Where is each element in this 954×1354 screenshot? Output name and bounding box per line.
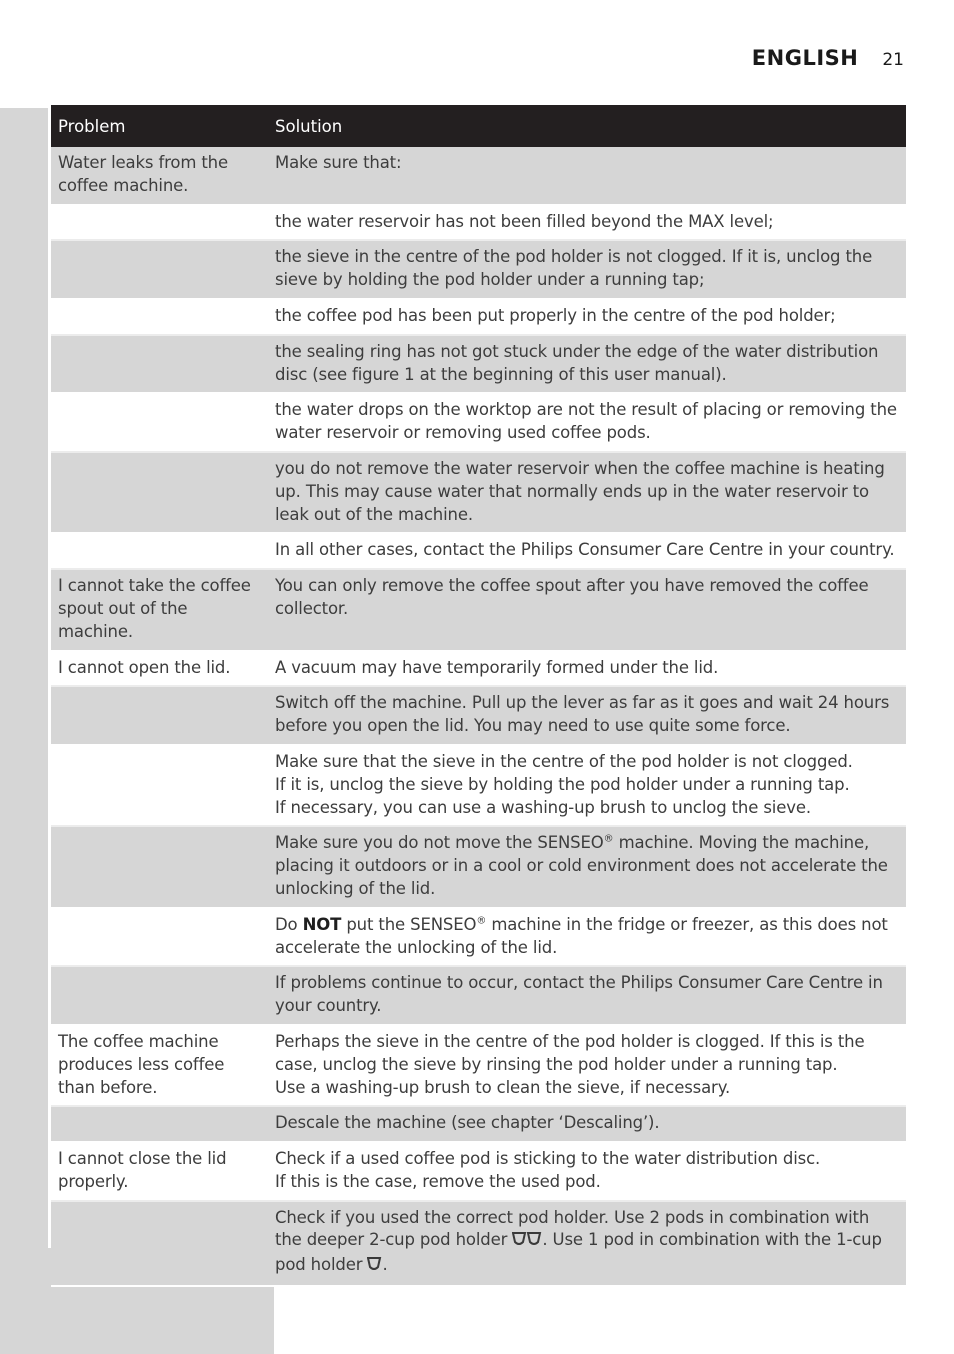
solution-text: Use a washing-up brush to clean the sieve, if necessary. — [275, 1077, 731, 1097]
solution-text: You can only remove the coffee spout after you have removed the coffee collector. — [275, 576, 869, 618]
solution-text: . — [382, 1255, 388, 1275]
solution-text: the sealing ring has not got stuck under the edge of the water distribution disc (see figure 1 at the beginning of this user manual). — [275, 341, 879, 384]
solution-cell — [268, 569, 906, 650]
solution-text: Descale the machine (see chapter ‘Descaling’). — [275, 1113, 660, 1133]
table-row — [51, 533, 906, 569]
table-row — [51, 1025, 906, 1106]
solution-cell — [268, 240, 906, 299]
solution-text: Perhaps the sieve in the centre of the pod holder is clogged. If this is the case, unclog the sieve by rinsing the pod holder under a running tap. — [275, 1031, 865, 1074]
table-row — [51, 1106, 906, 1142]
solution-text: A vacuum may have temporarily formed under the lid. — [275, 657, 719, 677]
solution-cell — [268, 686, 906, 745]
solution-text: Make sure you do not move the SENSEO — [275, 833, 604, 853]
solution-cell — [268, 452, 906, 533]
table-row — [51, 299, 906, 335]
solution-cell — [268, 1025, 906, 1106]
problem-cell — [51, 299, 268, 335]
column-header-solution: Solution — [268, 105, 906, 147]
table-row — [51, 1201, 906, 1286]
problem-cell: I cannot take the coffee spout out of the machine. — [51, 569, 268, 650]
solution-text: the sieve in the centre of the pod holder is not clogged. If it is, unclog the sieve by holding the pod holder under a running tap; — [275, 247, 873, 290]
solution-text: If it is, unclog the sieve by holding the pod holder under a running tap. — [275, 774, 850, 794]
problem-cell — [51, 686, 268, 745]
solution-text: the water drops on the worktop are not the result of placing or removing the water reservoir or removing used coffee pods. — [275, 400, 897, 443]
solution-text: If necessary, you can use a washing-up brush to unclog the sieve. — [275, 797, 811, 817]
problem-cell — [51, 335, 268, 394]
solution-cell — [268, 533, 906, 569]
table-row — [51, 1142, 906, 1201]
table-row — [51, 966, 906, 1025]
problem-cell — [51, 205, 268, 241]
solution-text: machine. Moving the machine, placing it outdoors or in a cool or cold environment does not accelerate the unlocking of the lid. — [275, 833, 888, 898]
solution-cell — [268, 651, 906, 687]
troubleshooting-table — [51, 105, 906, 1287]
solution-text: Switch off the machine. Pull up the lever as far as it goes and wait 24 hours before you open the lid. You may need to use quite some force. — [275, 693, 890, 736]
solution-cell — [268, 1142, 906, 1201]
table-row — [51, 147, 906, 205]
solution-text: If this is the case, remove the used pod. — [275, 1171, 601, 1191]
problem-cell — [51, 393, 268, 452]
side-margin-strip — [0, 108, 48, 1354]
solution-text: you do not remove the water reservoir when the coffee machine is heating up. This may cause water that normally ends up in the water reservoir to leak out of the machine. — [275, 458, 885, 524]
table-row — [51, 686, 906, 745]
solution-cell — [268, 1201, 906, 1286]
problem-cell — [51, 533, 268, 569]
solution-text: the water reservoir has not been filled beyond the MAX level; — [275, 211, 774, 231]
problem-cell — [51, 452, 268, 533]
problem-cell: The coffee machine produces less coffee than before. — [51, 1025, 268, 1106]
table-row — [51, 745, 906, 826]
page-number: 21 — [882, 50, 904, 70]
table-row — [51, 452, 906, 533]
table-row — [51, 826, 906, 907]
table-row — [51, 393, 906, 452]
solution-cell — [268, 205, 906, 241]
table-row — [51, 335, 906, 394]
column-header-problem: Problem — [51, 105, 268, 147]
solution-text: Check if you used the correct pod holder. Use 2 pods in combination with the deeper 2-cup pod holder — [275, 1207, 870, 1250]
solution-text: machine in the fridge or freezer, as this does not accelerate the unlocking of the lid. — [275, 914, 888, 957]
two-cup-pod-holder-icon — [512, 1231, 542, 1254]
solution-cell — [268, 745, 906, 826]
registered-mark: ® — [476, 915, 487, 927]
registered-mark: ® — [603, 833, 614, 845]
solution-text: In all other cases, contact the Philips Consumer Care Centre in your country. — [275, 540, 895, 560]
problem-cell — [51, 1106, 268, 1142]
one-cup-pod-holder-icon — [367, 1256, 382, 1279]
problem-cell: I cannot close the lid properly. — [51, 1142, 268, 1201]
solution-text: Check if a used coffee pod is sticking to the water distribution disc. — [275, 1149, 821, 1169]
problem-cell — [51, 1201, 268, 1286]
problem-cell — [51, 908, 268, 967]
language-label: ENGLISH — [751, 46, 859, 70]
table-row — [51, 569, 906, 650]
solution-cell — [268, 966, 906, 1025]
solution-text: If problems continue to occur, contact the Philips Consumer Care Centre in your country. — [275, 973, 883, 1016]
solution-cell — [268, 1106, 906, 1142]
problem-cell: I cannot open the lid. — [51, 651, 268, 687]
table-header-row — [51, 105, 906, 147]
problem-cell — [51, 826, 268, 907]
solution-text: the coffee pod has been put properly in the centre of the pod holder; — [275, 305, 836, 325]
solution-cell — [268, 908, 906, 967]
problem-cell — [51, 240, 268, 299]
problem-cell: Water leaks from the coffee machine. — [51, 147, 268, 205]
solution-text: Do — [275, 914, 303, 934]
solution-cell — [268, 826, 906, 907]
solution-cell — [268, 393, 906, 452]
page-header — [752, 46, 904, 70]
solution-text: Make sure that the sieve in the centre of the pod holder is not clogged. — [275, 751, 853, 771]
table-row — [51, 205, 906, 241]
solution-cell — [268, 147, 906, 205]
solution-cell — [268, 335, 906, 394]
solution-text: . Use 1 pod in combination with the 1-cup pod holder — [275, 1230, 882, 1275]
problem-cell — [51, 966, 268, 1025]
solution-cell — [268, 299, 906, 335]
table-row — [51, 908, 906, 967]
table-row — [51, 651, 906, 687]
emphasis-not: NOT — [302, 914, 342, 934]
solution-text: Make sure that: — [275, 153, 402, 172]
solution-text: put the SENSEO — [341, 914, 477, 934]
problem-cell — [51, 745, 268, 826]
table-row — [51, 240, 906, 299]
